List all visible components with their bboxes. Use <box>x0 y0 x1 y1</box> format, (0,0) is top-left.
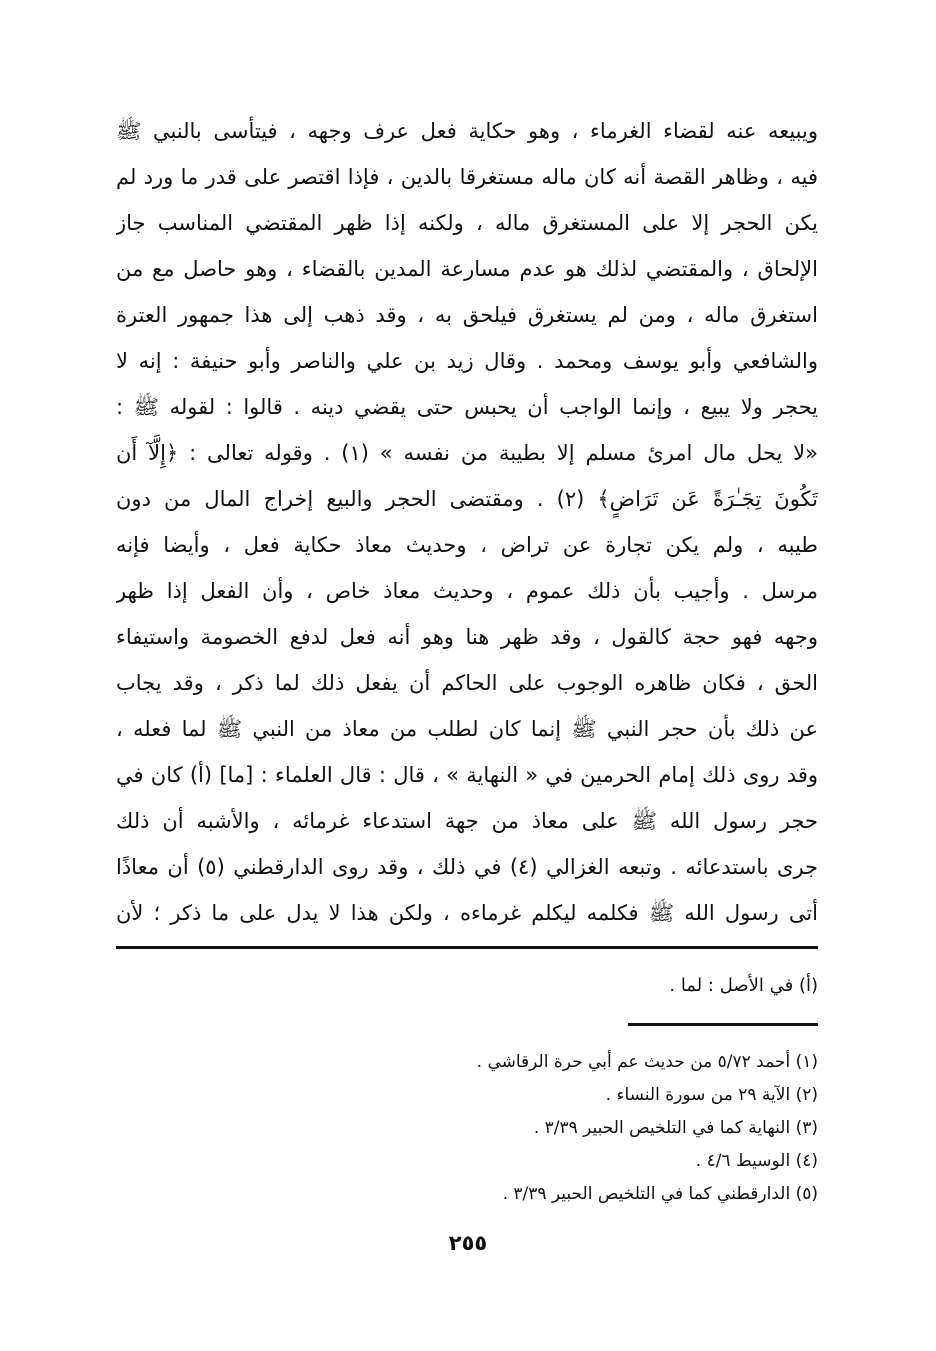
text-line: «لا يحل مال امرئ مسلم إلا بطيبة من نفسه » (١) . وقوله تعالى : ﴿إِلَّآ أَن <box>116 441 818 465</box>
main-text <box>116 108 818 936</box>
editor-note: (أ) في الأصل : لما . <box>669 975 818 996</box>
text-line: أتى رسول الله ﷺ فكلمه ليكلم غرماءه ، ولكن هذا لا يدل على ما ذكر ؛ لأن <box>116 901 818 925</box>
footnote: (٤) الوسيط ٤/٦ . <box>695 1151 818 1171</box>
text-line: استغرق ماله ، ومن لم يستغرق فيلحق به ، وقد ذهب إلى هذا جمهور العترة <box>116 303 818 327</box>
text-line: تَكُونَ تِجَـٰرَةً عَن تَرَاضٍ﴾ (٢) . ومقتضى الحجر والبيع إخراج المال من دون <box>116 487 818 511</box>
text-line: ويبيعه عنه لقضاء الغرماء ، وهو حكاية فعل عرف وجهه ، فيتأسى بالنبي ﷺ <box>116 119 818 143</box>
text-line: وجهه فهو حجة كالقول ، وقد ظهر هنا وهو أنه فعل لدفع الخصومة واستيفاء <box>116 625 818 649</box>
text-line: وقد روى ذلك إمام الحرمين في « النهاية » ، قال : قال العلماء : [ما] (أ) كان في <box>116 763 818 787</box>
text-line: الحق ، فكان ظاهره الوجوب على الحاكم أن يفعل ذلك لما ذكر ، وقد يجاب <box>116 671 818 695</box>
footnote: (٣) النهاية كما في التلخيص الحبير ٣/٣٩ . <box>533 1118 818 1138</box>
footnote: (١) أحمد ٥/٧٢ من حديث عم أبي حرة الرقاشي . <box>476 1052 818 1072</box>
text-line: الإلحاق ، والمقتضي لذلك هو عدم مسارعة المدين بالقضاء ، وهو حاصل مع من <box>116 257 818 281</box>
text-line: عن ذلك بأن حجر النبي ﷺ إنما كان لطلب من معاذ من النبي ﷺ لما فعله ، <box>116 717 818 741</box>
text-line: والشافعي وأبو يوسف ومحمد . وقال زيد بن علي والناصر وأبو حنيفة : إنه لا <box>116 349 818 373</box>
text-line: مرسل . وأجيب بأن ذلك عموم ، وحديث معاذ خاص ، وأن الفعل إذا ظهر <box>116 579 818 603</box>
footnote-separator <box>628 1023 818 1026</box>
page-number: ٢٥٥ <box>448 1231 488 1255</box>
footnote-divider <box>116 946 818 949</box>
footnote: (٥) الدارقطني كما في التلخيص الحبير ٣/٣٩ . <box>502 1184 818 1204</box>
text-line: حجر رسول الله ﷺ على معاذ من جهة استدعاء غرمائه ، والأشبه أن ذلك <box>116 809 818 833</box>
footnote: (٢) الآية ٢٩ من سورة النساء . <box>605 1085 818 1105</box>
text-line: جرى باستدعائه . وتبعه الغزالي (٤) في ذلك ، وقد روى الدارقطني (٥) أن معاذًا <box>116 855 818 879</box>
text-line: طيبه ، ولم يكن تجارة عن تراض ، وحديث معاذ حكاية فعل ، وأيضا فإنه <box>116 533 818 557</box>
text-line: فيه ، وظاهر القصة أنه كان ماله مستغرقا بالدين ، فإذا اقتصر على قدر ما ورد لم <box>116 165 818 189</box>
text-line: يحجر ولا يبيع ، وإنما الواجب أن يحبس حتى يقضي دينه . قالوا : لقوله ﷺ : <box>116 395 818 419</box>
text-line: يكن الحجر إلا على المستغرق ماله ، ولكنه إذا ظهر المقتضي المناسب جاز <box>116 211 818 235</box>
footnotes-list <box>477 1046 818 1211</box>
